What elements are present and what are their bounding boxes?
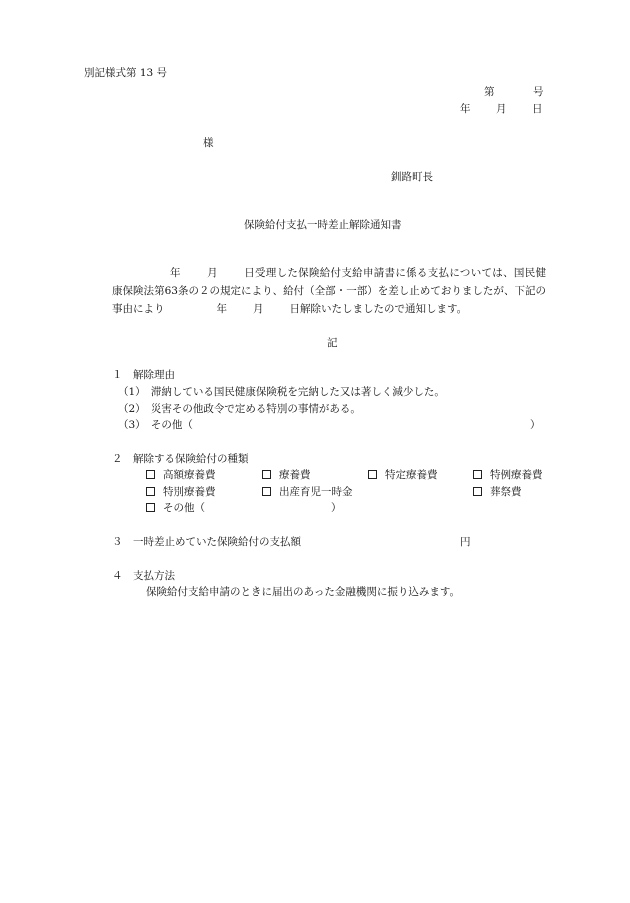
section1-close-paren: ） [530, 419, 541, 431]
section4-heading: ４ 支払方法 [112, 570, 175, 582]
body-text-2: 日解除いたしましたので通知します。 [289, 303, 468, 315]
issuer: 釧路町長 [391, 171, 433, 183]
checkbox-tokutei[interactable] [368, 470, 438, 481]
section1-item-2: （2） 災害その他政令で定める特別の事情がある。 [118, 403, 361, 415]
checkbox-label: 葬祭費 [490, 486, 522, 498]
checkbox-tokubetsu[interactable] [146, 487, 216, 498]
checkbox-icon[interactable] [146, 470, 155, 479]
checkbox-label: 特例療養費 [490, 469, 543, 481]
checkbox-label: その他（ [163, 502, 205, 514]
checkbox-label: 療養費 [279, 469, 311, 481]
section2-close-paren: ） [331, 502, 342, 514]
section3-heading: ３ 一時差止めていた保険給付の支払額 [112, 536, 301, 548]
body-year: 年 [170, 267, 181, 279]
checkbox-icon[interactable] [146, 503, 155, 512]
form-number: 別記様式第 13 号 [84, 67, 168, 79]
doc-number-label: 第 [484, 86, 495, 98]
body-paragraph [112, 264, 546, 318]
checkbox-shussan[interactable] [262, 487, 353, 498]
checkbox-label: 出産育児一時金 [279, 486, 353, 498]
doc-number-suffix: 号 [533, 86, 544, 98]
date-year: 年 [460, 103, 471, 115]
checkbox-label: 特別療養費 [163, 486, 216, 498]
checkbox-sousai[interactable] [473, 487, 522, 498]
addressee-suffix: 様 [203, 137, 214, 149]
body-text-1: 日受理した保険給付支給申請書に係る支払については、国民健康保険法第63条の２の規定により、給付（全部・一部）を差し止めておりましたが、下記の事由により [112, 267, 546, 315]
section2-heading: ２ 解除する保険給付の種類 [112, 453, 249, 465]
checkbox-ryouyouhi[interactable] [262, 470, 311, 481]
checkbox-icon[interactable] [262, 470, 271, 479]
checkbox-icon[interactable] [146, 487, 155, 496]
ki-heading: 記 [327, 337, 338, 349]
checkbox-label: 特定療養費 [385, 469, 438, 481]
body-year-2: 年 [216, 303, 227, 315]
checkbox-icon[interactable] [473, 487, 482, 496]
body-month: 月 [206, 267, 218, 279]
date-day: 日 [532, 103, 543, 115]
checkbox-icon[interactable] [473, 470, 482, 479]
date-month: 月 [496, 103, 507, 115]
section4-text: 保険給付支給申請のときに届出のあった金融機関に振り込みます。 [146, 586, 461, 598]
checkbox-other[interactable] [146, 503, 205, 514]
checkbox-kougaku[interactable] [146, 470, 216, 481]
checkbox-label: 高額療養費 [163, 469, 216, 481]
section1-heading: １ 解除理由 [112, 369, 175, 381]
section1-item-3: （3） その他（ [118, 419, 193, 431]
body-month-2: 月 [253, 303, 264, 315]
section1-item-1: （1） 滞納している国民健康保険税を完納した又は著しく減少した。 [118, 386, 445, 398]
checkbox-icon[interactable] [368, 470, 377, 479]
document-title: 保険給付支払一時差止解除通知書 [244, 219, 402, 231]
checkbox-icon[interactable] [262, 487, 271, 496]
checkbox-tokurei[interactable] [473, 470, 543, 481]
section3-unit: 円 [460, 536, 471, 548]
